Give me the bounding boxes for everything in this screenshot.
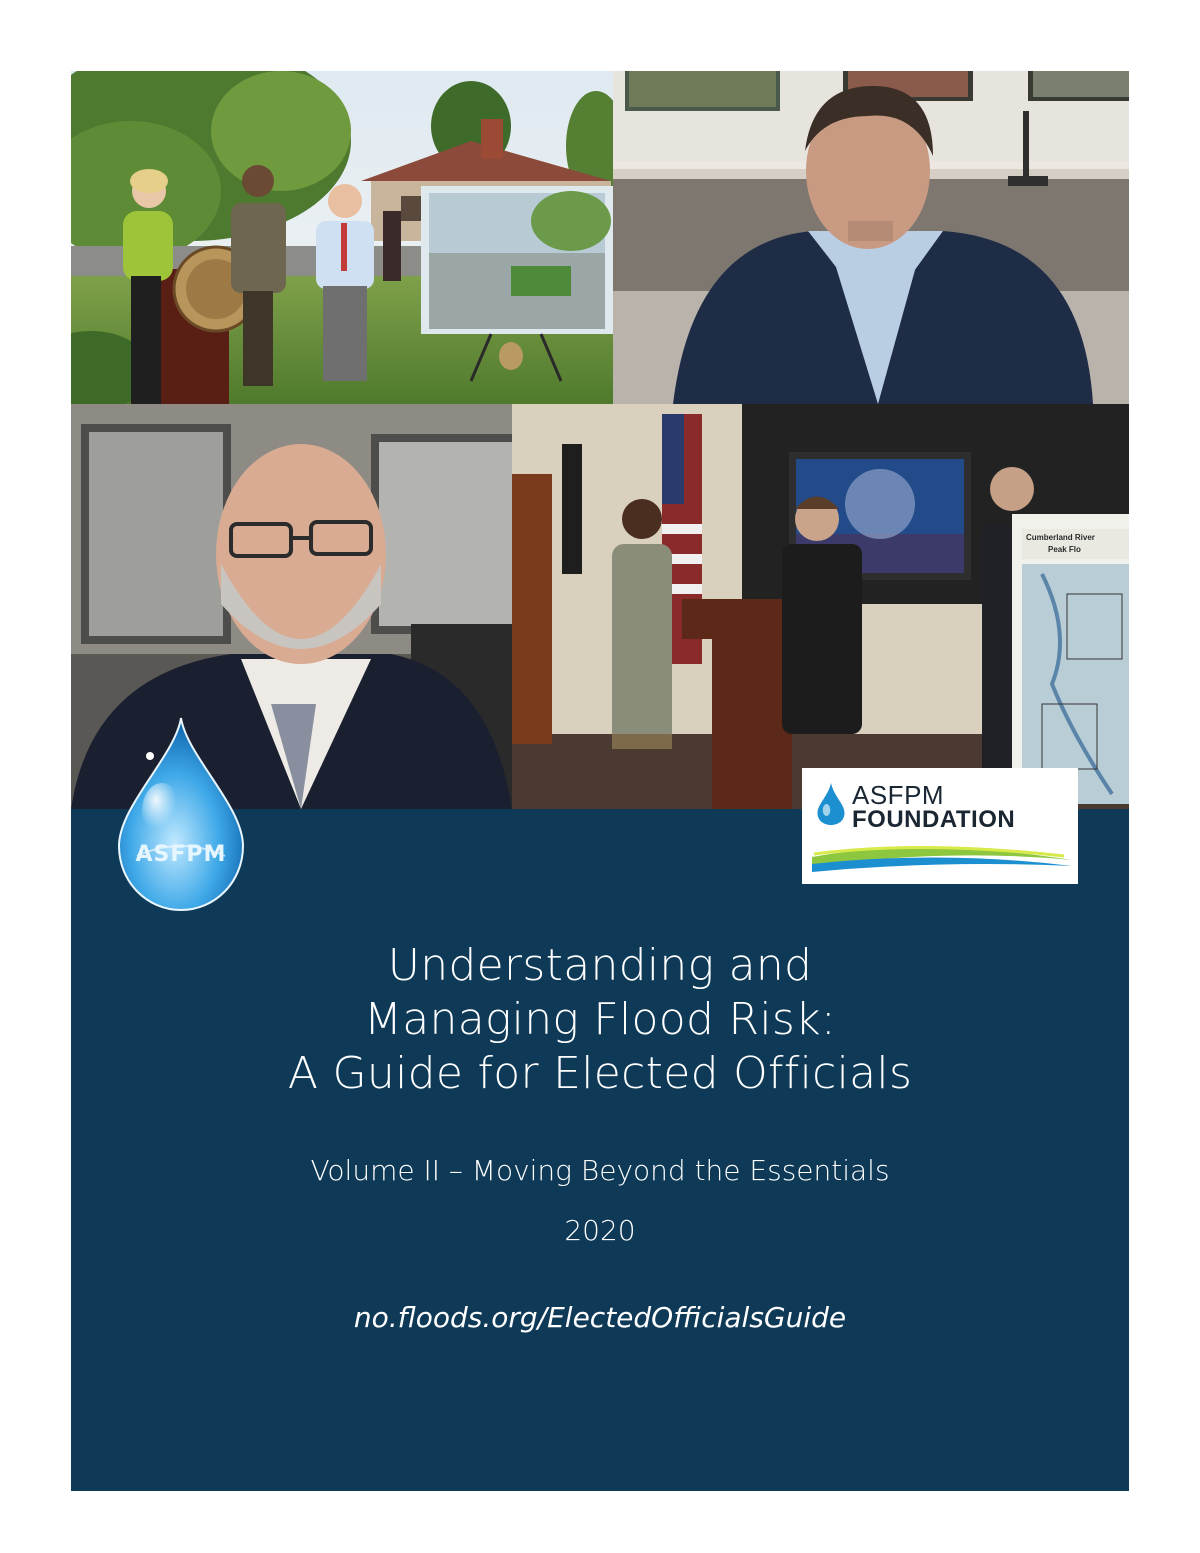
title-line-3: A Guide for Elected Officials: [287, 1048, 913, 1099]
map-board-title: Cumberland River: [1026, 533, 1095, 542]
foundation-name-line2: FOUNDATION: [852, 806, 1016, 833]
asfpm-foundation-logo: [802, 768, 1078, 884]
foundation-wordmark: [852, 782, 1015, 832]
title-line-1: Understanding and: [387, 940, 813, 991]
map-board-subtitle: Peak Flo: [1048, 545, 1081, 554]
foundation-drop-icon: [816, 780, 846, 828]
document-subtitle: Volume II – Moving Beyond the Essentials: [310, 1154, 890, 1187]
title-line-2: Managing Flood Risk:: [364, 994, 836, 1045]
photo-indoor-press-conference: [512, 404, 1129, 809]
photo-outdoor-press-event: [71, 71, 613, 404]
cover-panel: [71, 71, 1129, 1491]
foundation-name-line1: ASFPM: [852, 780, 945, 810]
document-year: 2020: [564, 1214, 636, 1247]
foundation-swoosh-graphic: [802, 832, 1078, 882]
asfpm-water-drop-logo: [117, 716, 245, 912]
document-url: no.floods.org/ElectedOfficialsGuide: [353, 1301, 847, 1334]
drop-logo-text: ASFPM: [135, 842, 227, 867]
photo-man-in-blazer: [613, 71, 1129, 404]
document-title: [71, 939, 1129, 1101]
